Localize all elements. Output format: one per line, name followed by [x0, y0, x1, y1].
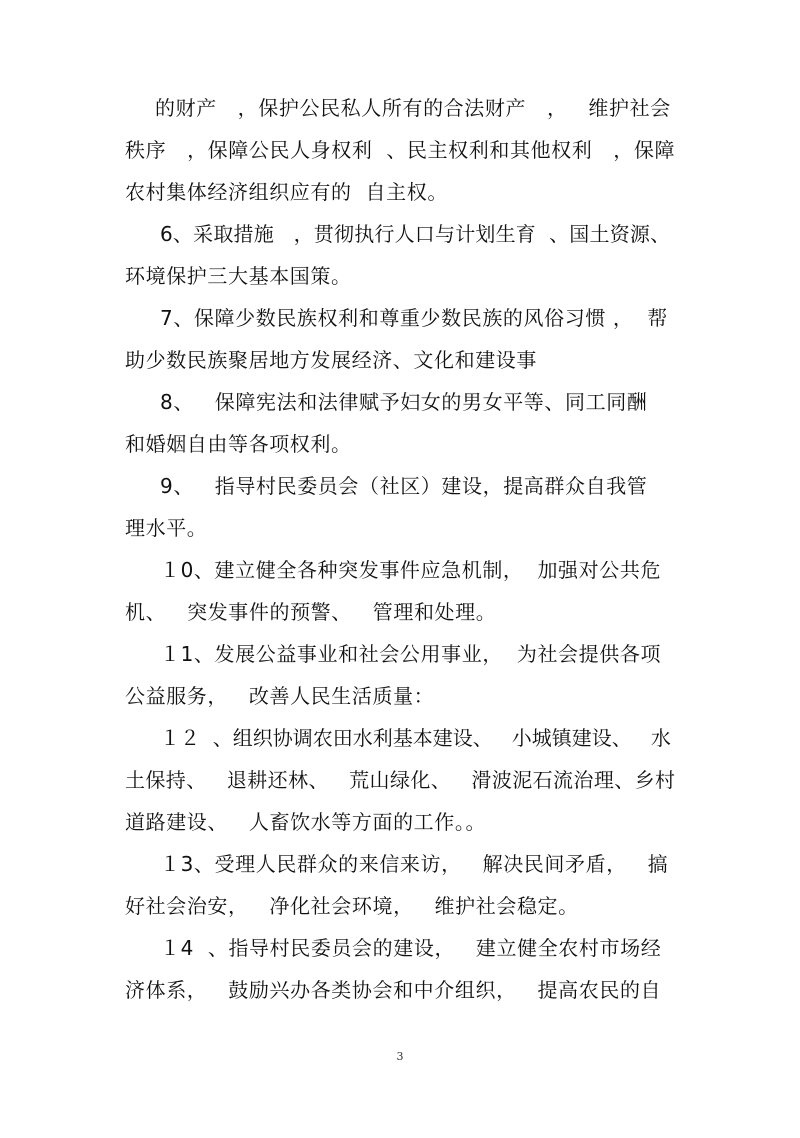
text-line: １3、受理人民群众的来信来访， 解决民间矛盾， 搞	[160, 852, 669, 876]
text-line: 机、 突发事件的预警、 管理和处理。	[125, 600, 497, 624]
text-line: 公益服务， 改善人民生活质量：	[125, 684, 435, 708]
text-line: 9、 指导村民委员会（社区）建设，提高群众自我管	[160, 474, 648, 498]
text-line: 农村集体经济组织应有的 自主权。	[125, 180, 448, 204]
page-number: 3	[396, 1050, 404, 1063]
text-line: 7、保障少数民族权利和尊重少数民族的风俗习惯 ， 帮	[160, 306, 668, 330]
text-line: 土保持、 退耕还林、 荒山绿化、 滑波泥石流治理、乡村	[125, 768, 676, 792]
text-line: １0、建立健全各种突发事件应急机制， 加强对公共危	[160, 558, 662, 582]
text-line: 6、采取措施 ，贯彻执行人口与计划生育 、国土资源、	[160, 222, 671, 246]
text-line: 和婚姻自由等各项权利。	[125, 432, 352, 456]
text-line: 理水平。	[125, 516, 208, 540]
text-line: １4 、指导村民委员会的建设， 建立健全农村市场经	[160, 936, 662, 960]
text-line: 助少数民族聚居地方发展经济、文化和建设事	[125, 348, 537, 372]
text-line: 济体系， 鼓励兴办各类协会和中介组织， 提高农民的自	[125, 978, 662, 1002]
text-line: １２ 、组织协调农田水利基本建设、 小城镇建设、 水	[160, 726, 671, 750]
text-line: 道路建设、 人畜饮水等方面的工作。。	[125, 810, 487, 834]
text-line: 的财产 ，保护公民私人所有的合法财产 ， 维护社会	[155, 96, 671, 120]
text-line: 环境保护三大基本国策。	[125, 264, 352, 288]
text-line: 8、 保障宪法和法律赋予妇女的男女平等、同工同酬	[160, 390, 648, 414]
text-line: １1、发展公益事业和社会公用事业， 为社会提供各项	[160, 642, 662, 666]
text-line: 好社会治安， 净化社会环境， 维护社会稳定。	[125, 894, 579, 918]
text-line: 秩序 ，保障公民人身权利 、民主权利和其他权利 ，保障	[125, 138, 676, 162]
